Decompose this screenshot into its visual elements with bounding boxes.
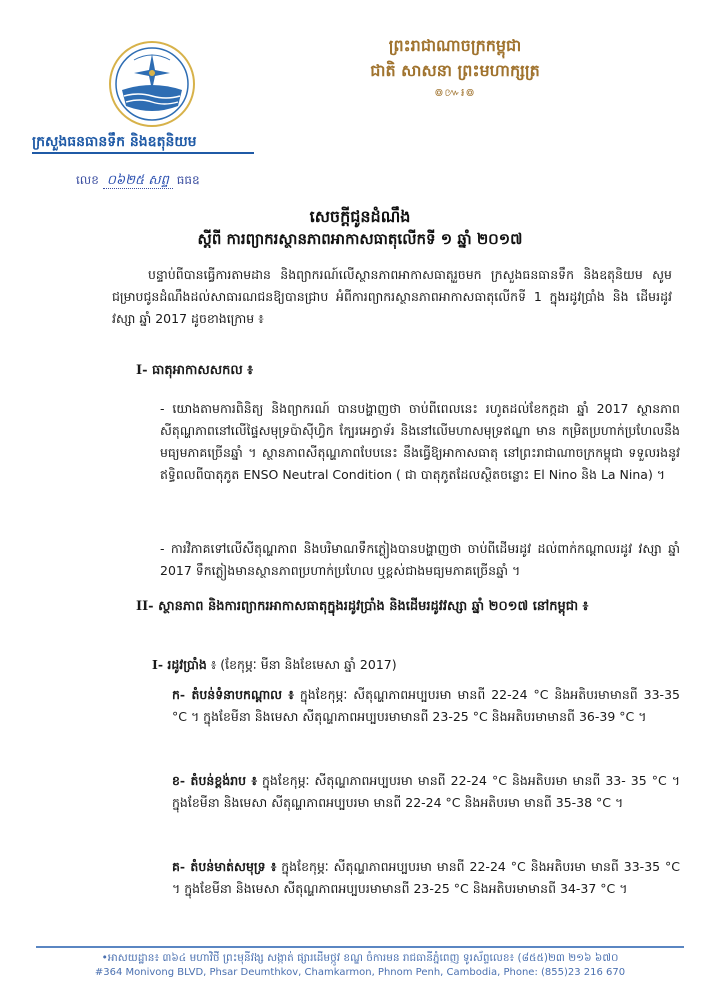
footer-address-khmer: •អាសយដ្ឋាន៖ ៣៦៤ មហាវិថី ព្រះមុនីវង្ស សង្កាត់ ផ្សារដើមថ្កូវ ខណ្ឌ ចំការមន រាជធានីភ្នំពេញ ទូរស័ព្ទលេខ៖ (៨៥៥)២៣ ២១៦ ៦៧០ [101, 952, 619, 964]
region-label: ក- តំបន់ទំនាបកណ្តាល ៖ [172, 687, 294, 702]
region-label: គ- តំបន់មាត់សមុទ្រ ៖ [172, 859, 277, 874]
intro-paragraph: បន្ទាប់ពីបានធ្វើការតាមដាន និងព្យាករណ៍លើស្ថានភាពអាកាសធាតុរួចមក ក្រសួងធនធានទឹក និងឧតុនិយម សូមជម្រាបជូនដំណឹងដល់សាធារណជនឱ្យបានជ្រាប អំពីការព្យាករស្ថានភាពអាកាសធាតុលើកទី 1 ក្នុងរដូវប្រាំង និង ដើមរដូវវស្សា ឆ្នាំ 2017 ដូចខាងក្រោម ៖ [112, 267, 672, 326]
dry-season-note: ៖ (ខែកុម្ភៈ មីនា និងខែមេសា ឆ្នាំ 2017) [210, 657, 397, 672]
region-item [172, 684, 680, 728]
reference-number [76, 172, 200, 191]
footer-divider [36, 946, 684, 948]
region-text: ក្នុងខែកុម្ភៈ សីតុណ្ហភាពអប្បបរមា មានពី 22-24 °C និងអតិបរមាមានពី 33-35 °C ។ ក្នុងខែមីនា និងមេសា សីតុណ្ហភាពអប្បបរមាមានពី 23-25 °C និងអតិបរមាមានពី 36-39 °C ។ [172, 687, 680, 724]
section-1-bullet-1: - យោងតាមការពិនិត្យ និងព្យាករណ៍ បានបង្ហាញថា ចាប់ពីពេលនេះ រហូតដល់ខែកក្កដា ឆ្នាំ 2017 ស្ថានភាពសីតុណ្ហភាពនៅលើផ្ទៃសមុទ្រប៉ាស៊ីហ្វិក ក្បែរអេក្វាទ័រ និងនៅលើមហាសមុទ្រឥណ្ឌា មាន កម្រិតប្រហាក់ប្រហែលនឹងមធ្យមភាគច្រើនឆ្នាំ ។ ស្ថានភាពសីតុណ្ហភាពបែបនេះ នឹងធ្វើឱ្យអាកាសធាតុ នៅព្រះរាជាណាចក្រកម្ពុជា ទទួលរងនូវឥទ្ធិពលពីបាតុភូត ENSO Neutral Condition ( ជា បាតុភូតដែលស្ថិតចន្លោះ El Nino និង La Nina) ។ [160, 401, 680, 482]
region-item [172, 770, 680, 814]
region-text: ក្នុងខែកុម្ភៈ សីតុណ្ហភាពអប្បបរមា មានពី 22-24 °C និងអតិបរមា មានពី 33-35 °C ។ ក្នុងខែមីនា និងមេសា សីតុណ្ហភាពអប្បបរមាមានពី 23-25 °C និងអតិបរមាមានពី 34-37 °C ។ [172, 859, 680, 896]
dry-season-heading [152, 654, 397, 676]
ornament: ៙៚៛៙ [434, 86, 476, 99]
region-item [172, 856, 680, 900]
section-2-heading: II- ស្ថានភាព និងការព្យាករអាកាសធាតុក្នុងរដូវប្រាំង និងដើមរដូវវស្សា ឆ្នាំ ២០១៧ នៅកម្ពុជា ៖ [136, 599, 589, 614]
section-1-bullet-2: - ការវិភាគទៅលើសីតុណ្ហភាព និងបរិមាណទឹកភ្លៀងបានបង្ហាញថា ចាប់ពីដើមរដូវ ដល់ពាក់កណ្តាលរដូវ វស្សា ឆ្នាំ 2017 ទឹកភ្លៀងមានស្ថានភាពប្រហាក់ប្រហែល ឬខ្ពស់ជាងមធ្យមភាគច្រើនឆ្នាំ ។ [160, 541, 680, 578]
dry-season-label: I- រដូវប្រាំង [152, 657, 207, 672]
ref-value: ០៦២៥ សព្ទ [103, 173, 173, 189]
footer-address-english: #364 Monivong BLVD, Phsar Deumthkov, Chamkarmon, Phnom Penh, Cambodia, Phone: (855)23 216 670 [94, 967, 626, 978]
section-1-heading: I- ធាតុអាកាសសកល ៖ [136, 363, 254, 378]
ref-label: លេខ [76, 173, 99, 187]
ref-suffix: ធធឧ [176, 173, 200, 187]
region-label: ខ- តំបន់ខ្ពង់រាប ៖ [172, 773, 257, 788]
document-subtitle: ស្តីពី ការព្យាករស្ថានភាពអាកាសធាតុលើកទី ១ ឆ្នាំ ២០១៧ [197, 230, 523, 248]
ministry-underline [32, 152, 254, 154]
kingdom-name: ព្រះរាជាណាចក្រកម្ពុជា [388, 36, 522, 55]
ministry-name: ក្រសួងធនធានទឹក និងឧតុនិយម [32, 134, 197, 150]
document-title: សេចក្តីជូនដំណឹង [309, 207, 411, 226]
ministry-logo [108, 40, 196, 128]
region-text: ក្នុងខែកុម្ភៈ សីតុណ្ហភាពអប្បបរមា មានពី 22-24 °C និងអតិបរមា មានពី 33- 35 °C ។ ក្នុងខែមីនា និងមេសា សីតុណ្ហភាពអប្បបរមា មានពី 22-24 °C និងអតិបរមា មានពី 35-38 °C ។ [172, 773, 680, 810]
national-motto: ជាតិ សាសនា ព្រះមហាក្សត្រ [370, 61, 540, 80]
kingdom-heading [340, 34, 570, 102]
